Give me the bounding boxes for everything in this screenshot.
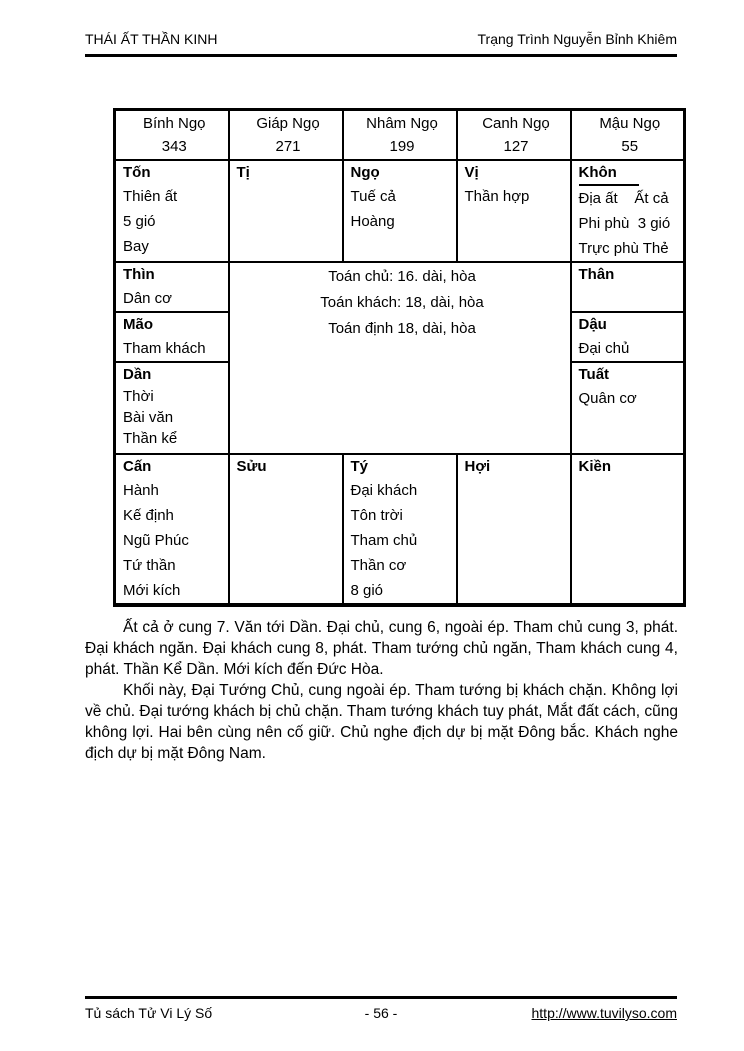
year-value: 343 [161, 138, 187, 155]
palace-title: Thân [578, 266, 615, 283]
palace-title: Tuất [578, 366, 610, 383]
palace-cell-ti [229, 160, 343, 262]
palace-cell-ton [115, 160, 229, 262]
year-value: 199 [389, 138, 415, 155]
cell-line: Quân cơ [578, 390, 637, 407]
cell-line: Tham chủ [350, 532, 418, 549]
palace-cell-ty [343, 454, 457, 605]
palace-lines [579, 186, 682, 261]
paragraph-2: Khối này, Đại Tướng Chủ, cung ngoài ép. Tham tướng bị khách chặn. Không lợi về chủ. Đại tướng khách bị chủ chặn. Tham tướng khách tuy phát, Mắt đất cách, cũng không lợi. Hai bên cùng nên cố giữ. Chủ nghe địch dự bị mặt Đông bắc. Khách nghe địch dự bị mặt Đông Nam. [85, 682, 678, 762]
cell-line: Đại khách [350, 482, 418, 499]
center-calculation-cell [229, 262, 571, 454]
palace-title: Ngọ [350, 164, 380, 181]
year-name: Giáp Ngọ [256, 115, 320, 132]
year-row [115, 110, 685, 161]
cell-line: Thời [123, 388, 154, 405]
palace-lines [465, 184, 568, 209]
cell-line: Hoàng [350, 213, 395, 230]
header-book-title: THÁI ẤT THẦN KINH [85, 31, 218, 47]
palace-cell-than [571, 262, 685, 312]
cell-line: Bay [123, 238, 149, 255]
palace-lines [579, 336, 682, 361]
paragraph-1: Ất cả ở cung 7. Văn tới Dần. Đại chủ, cung 6, ngoài ép. Tham chủ cung 3, phát. Đại khách ngăn. Đại khách cung 8, phát. Tham tướng chủ ngăn, Tham khách cung 4, phát. Thần Kể Dần. Mới kích đến Đức Hòa. [85, 619, 678, 678]
year-cell-binh-ngo [115, 110, 229, 161]
cell-line: Tôn trời [350, 507, 403, 524]
palace-title: Tý [350, 458, 369, 475]
palace-title: Tị [236, 164, 250, 181]
cell-line: Phi phù 3 gió [578, 215, 671, 232]
toan-dinh-line: Toán định 18, dài, hòa [328, 320, 476, 337]
palace-cell-mao [115, 312, 229, 362]
palace-cell-kien [571, 454, 685, 605]
palace-title: Tốn [123, 164, 151, 181]
toan-chu-line: Toán chủ: 16. dài, hòa [328, 268, 476, 285]
cell-line: Dân cơ [123, 290, 173, 307]
palace-title: Cấn [123, 458, 152, 475]
cell-line: Bài văn [123, 409, 174, 426]
cell-line: Đại chủ [578, 340, 630, 357]
year-value: 271 [275, 138, 301, 155]
cell-line: Địa ất Ất cả [578, 190, 669, 207]
year-value: 127 [503, 138, 529, 155]
cell-line: Tứ thần [123, 557, 176, 574]
palace-title: Sửu [236, 458, 267, 475]
cell-line: Hành [123, 482, 159, 499]
year-name: Mậu Ngọ [599, 115, 661, 132]
cell-line: 8 gió [350, 582, 384, 599]
palace-title [579, 162, 682, 186]
palace-cell-hoi [457, 454, 571, 605]
cell-line: Tham khách [123, 340, 206, 357]
middle-row-1 [115, 262, 685, 312]
palace-title: Dậu [578, 316, 607, 333]
footer-series-title: Tủ sách Tử Vi Lý Số [85, 1005, 213, 1021]
palace-lines [123, 478, 226, 603]
palace-cell-can [115, 454, 229, 605]
palace-lines [351, 184, 454, 234]
palace-title: Vị [464, 164, 479, 181]
year-cell-nham-ngo [343, 110, 457, 161]
palace-cell-suu [229, 454, 343, 605]
palace-cell-khon [571, 160, 685, 262]
year-name: Canh Ngọ [482, 115, 550, 132]
palace-cell-dan [115, 362, 229, 454]
palace-cell-vi [457, 160, 571, 262]
cell-line: 5 gió [123, 213, 156, 230]
page-number: - 56 - [364, 1005, 398, 1021]
header-author: Trạng Trình Nguyễn Bỉnh Khiêm [477, 31, 677, 47]
palace-cell-tuat [571, 362, 685, 454]
page-header [85, 31, 677, 57]
south-row [115, 160, 685, 262]
cell-line: Thiên ất [123, 188, 178, 205]
cell-line: Trực phù Thẻ [578, 240, 669, 257]
cell-line: Mới kích [123, 582, 181, 599]
palace-lines [351, 478, 454, 603]
cell-line: Tuế cả [350, 188, 396, 205]
cell-line: Kế định [123, 507, 174, 524]
footer-website-link[interactable]: http://www.tuvilyso.com [531, 1005, 677, 1021]
cell-line: Thần cơ [350, 557, 407, 574]
palace-cell-thin [115, 262, 229, 312]
year-cell-canh-ngo [457, 110, 571, 161]
palace-lines [123, 286, 226, 311]
toan-khach-line: Toán khách: 18, dài, hòa [320, 294, 484, 311]
cell-line: Thần kể [123, 430, 178, 447]
palace-title: Dần [123, 366, 152, 383]
palace-lines [123, 184, 226, 259]
year-name: Bính Ngọ [142, 115, 206, 132]
page-footer [85, 996, 677, 1021]
palace-lines [123, 386, 226, 449]
cell-line: Ngũ Phúc [123, 532, 189, 549]
year-name: Nhâm Ngọ [366, 115, 438, 132]
palace-title: Thìn [123, 266, 155, 283]
palace-lines [579, 386, 682, 411]
cell-line: Thần hợp [464, 188, 530, 205]
palace-cell-ngo [343, 160, 457, 262]
north-row [115, 454, 685, 605]
year-cell-giap-ngo [229, 110, 343, 161]
palace-title: Mão [123, 316, 153, 333]
year-cell-mau-ngo [571, 110, 685, 161]
palace-lines [123, 336, 226, 361]
palace-title: Hợi [464, 458, 491, 475]
year-value: 55 [621, 138, 639, 155]
taiat-chart-table [113, 108, 686, 607]
body-text [85, 617, 678, 764]
palace-title-text: Khôn [579, 162, 639, 186]
palace-cell-dau [571, 312, 685, 362]
palace-title: Kiền [578, 458, 612, 475]
